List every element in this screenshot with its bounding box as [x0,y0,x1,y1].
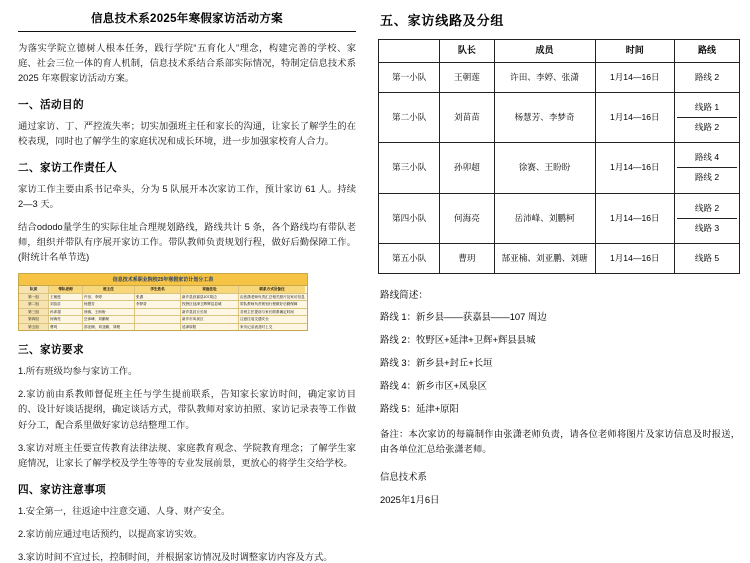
embedded-cell: 注意往返交通安全 [240,317,269,322]
embedded-cell: 第五组 [19,324,49,330]
cell-members: 徐赛、王盼盼 [494,143,595,193]
department-signature: 信息技术系 [380,470,427,482]
section-3-paragraph-2: 2.家访前由系教师督促班主任与学生提前联系，告知家长家访时间，确定家访目的、设计好谈话提纲，确定谈话方式，带队教师对家访拍照、家访记录表等工作做好分工，配合系里做好家访总结整理工作。 [18,389,356,430]
footer-note: 备注：本次家访的每篇制作由张潇老师负责，请各位老师将图片及家访信息及时报送，由各单位汇总给张潇老师。 [380,429,740,454]
route-line: 线路 2 [677,199,737,219]
route-summary-label: 路线简述： [380,290,428,302]
embedded-plan-table [18,273,308,331]
cell-members: 郜亚楠、刘亚鹏、刘瑭 [494,243,595,273]
th-team [379,40,440,63]
section-heading-3: 三、家访要求 [18,344,84,357]
embedded-cell: 新乡市凤泉区 [181,316,239,322]
embedded-cell [135,316,181,322]
cell-route [674,62,739,92]
table-header-row [379,40,740,63]
table-row [379,243,740,273]
cell-members: 岳沛峰、刘鹏柯 [494,193,595,243]
embedded-cell: 第四组 [19,316,49,322]
cell-time: 1月14—16日 [595,92,674,142]
cell-team: 第一小队 [379,62,440,92]
page-title: 信息技术系2025年寒假家访活动方案 [18,10,356,32]
route-line: 线路 1 [677,98,737,118]
section-heading-4: 四、家访注意事项 [18,483,106,496]
route-line: 路线 4 [677,148,737,168]
section-heading-2: 二、家访工作责任人 [18,162,117,175]
embedded-cell: 新乡县封丘长垣 [181,309,239,315]
cell-time: 1月14—16日 [595,62,674,92]
embedded-cell: 曹玥 [49,324,83,330]
embedded-table-header-row [19,286,307,293]
embedded-cell: 徐赛、王盼盼 [83,309,135,315]
route-item-4: 路线 4：新乡市区+凤泉区 [380,380,488,392]
th-time: 时间 [595,40,674,63]
embedded-cell: 杨慧芳 [83,301,135,307]
embedded-cell: 由张潇老师负责汇总相关照片及家访信息 [240,294,305,299]
embedded-cell: 何海亮 [49,316,83,322]
embedded-th-4: 家庭住址 [181,286,239,292]
section-3-paragraph-1: 1.所有班级均参与家访工作。 [18,366,138,377]
route-item-3: 路线 3：新乡县+封丘+长垣 [380,357,493,369]
embedded-cell: 郜亚楠、刘亚鹏、刘瑭 [83,324,135,330]
cell-leader: 孙卯超 [440,143,494,193]
embedded-table-row [19,324,307,330]
route-line: 线路 2 [694,122,720,133]
cell-team: 第三小队 [379,143,440,193]
intro-paragraph: 为落实学院立德树人根本任务，践行学院“五育化人”理念，构建完善的学校、家庭、社会三位一体的育人机制，信息技术系结合系部实际情况，特制定信息技术系 2025 年寒假家访活动方案。 [18,43,356,84]
section-4-paragraph-2: 2.家访前应通过电话预约，以提高家访实效。 [18,528,203,539]
cell-route [674,143,739,193]
assignment-table [378,39,740,274]
section-3-paragraph-3: 3.家访对班主任要宣传教育法律法规、家庭教育观念、学院教育理念；了解学生家庭情况，让家长了解学校及学生等等的专业发展前景，更放心的将学生交给学校。 [18,442,356,468]
embedded-th-2: 班主任 [83,286,135,292]
cell-route [674,193,739,243]
embedded-table-row [19,309,307,316]
embedded-cell: 第二组 [19,301,49,307]
table-row [379,92,740,142]
embedded-cell: 第一组 [19,294,49,300]
route-line: 路线 2 [694,172,720,183]
embedded-table-row [19,301,307,308]
embedded-th-1: 带队老师 [49,286,83,292]
embedded-table-row [19,316,307,323]
embedded-cell: 许田、李婷 [83,294,135,300]
table-row [379,62,740,92]
embedded-th-5: 联系方式及备注 [239,286,305,292]
embedded-th-0: 队别 [19,286,49,292]
cell-time: 1月14—16日 [595,243,674,273]
cell-leader: 曹玥 [440,243,494,273]
cell-leader: 王朝莲 [440,62,494,92]
embedded-cell: 岳沛峰、刘鹏柯 [83,316,135,322]
section-1-paragraph-1: 通过家访、丁、严控流失率；切实加强班主任和家长的沟通，让家长了解学生的在校表现，同时也了解学生的家庭状况和成长环境，进一步加强家校育人合力。 [18,121,356,147]
section-heading-5: 五、家访线路及分组 [380,13,505,28]
route-item-1: 路线 1：新乡县——获嘉县——107 周边 [380,311,547,323]
table-row [379,193,740,243]
right-column [370,0,750,563]
route-line: 线路 3 [694,222,720,233]
embedded-cell [135,324,181,330]
embedded-cell [135,309,181,315]
embedded-cell: 孙卯超 [49,309,83,315]
embedded-cell: 张潇 [135,294,181,300]
embedded-cell: 牧野区延津卫辉辉县县城 [181,301,239,307]
route-item-5: 路线 5：延津+原阳 [380,403,459,415]
th-members: 成员 [494,40,595,63]
th-route: 路线 [674,40,739,63]
cell-time: 1月14—16日 [595,193,674,243]
embedded-cell: 带队教师负责规划行程做好后勤保障 [240,302,298,307]
embedded-cell: 刘苗苗 [49,301,83,307]
embedded-cell: 李梦奇 [135,301,181,307]
embedded-cell: 各班主任提前与家长联系确定时间 [240,309,294,314]
embedded-cell: 第三组 [19,309,49,315]
cell-members: 杨慧芳、李梦奇 [494,92,595,142]
section-2-paragraph-1: 家访工作主要由系书记牵头，分为 5 队展开本次家访工作，预计家访 61 人。持续 2—3 天。 [18,184,356,210]
cell-team: 第五小队 [379,243,440,273]
section-2-paragraph-2: 结合ododo量学生的实际住址合理规划路线，路线共计 5 条，各个路线均有带队老师，组织并带队有序展开家访工作。带队教师负责规划行程，做好后勤保障工作。(附统计名单节选) [18,222,356,263]
cell-leader: 何海亮 [440,193,494,243]
table-row [379,143,740,193]
embedded-table-row [19,294,307,301]
embedded-th-3: 学生姓名 [135,286,181,292]
cell-route [674,92,739,142]
cell-team: 第二小队 [379,92,440,142]
embedded-cell: 家访记录表及时上交 [240,324,273,329]
cell-time: 1月14—16日 [595,143,674,193]
cell-members: 许田、李婷、张潇 [494,62,595,92]
embedded-cell: 王朝莲 [49,294,83,300]
th-leader: 队长 [440,40,494,63]
left-column [0,0,370,563]
route-item-2: 路线 2：牧野区+延津+卫辉+辉县县城 [380,334,536,346]
route-line: 线路 5 [694,252,720,263]
cell-leader: 刘苗苗 [440,92,494,142]
route-summary [378,287,740,415]
cell-route [674,243,739,273]
route-line: 路线 2 [694,71,720,82]
embedded-cell: 延津原阳 [181,324,239,330]
document-date: 2025年1月6日 [380,493,440,505]
section-4-paragraph-3: 3.家访时间不宜过长，控制时间，并根据家访情况及时调整家访内容及方式。 [18,551,333,562]
embedded-table-title: 信息技术系职业院校25年寒假家访计划分工表 [19,274,307,286]
section-4-paragraph-1: 1.安全第一，往返途中注意交通、人身、财产安全。 [18,505,231,516]
section-heading-1: 一、活动目的 [18,99,84,112]
cell-team: 第四小队 [379,193,440,243]
embedded-cell: 新乡县获嘉县107周边 [181,294,239,300]
